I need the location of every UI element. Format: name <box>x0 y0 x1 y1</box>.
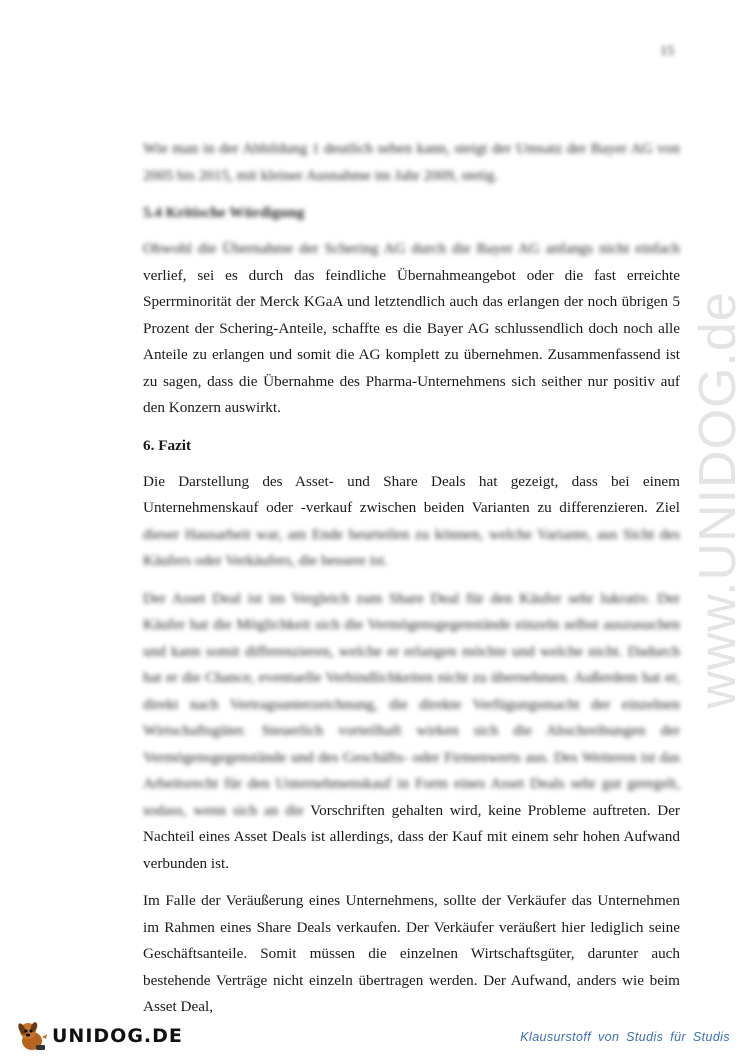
fazit-p2-text: Vorschriften gehalten wird, keine Probleme auftreten. Der Nachteil eines Asset Deals ist allerdings, dass der Kauf mit einem sehr hohen Aufwand verbunden ist. <box>143 801 680 872</box>
fazit-paragraph-2 <box>143 586 680 878</box>
critical-review-paragraph <box>143 236 680 422</box>
fazit-paragraph-1 <box>143 469 680 575</box>
footer-tagline: Klausurstoff von Studis für Studis <box>520 1030 730 1044</box>
logo-text: UNIDOG.DE <box>52 1025 183 1047</box>
section-heading-5-4: 5.4 Kritische Würdigung <box>143 204 305 221</box>
intro-paragraph: Wie man in der Abbildung 1 deutlich sehen kann, steigt der Umsatz der Bayer AG von 2005 bis 2015, mit kleiner Ausnahme im Jahr 2009, stetig. <box>143 140 680 184</box>
page-number: 15 <box>660 44 674 59</box>
critical-review-text: verlief, sei es durch das feindliche Übernahmeangebot oder die fast erreichte Sperrminorität der Merck KGaA und letztendlich auch das erlangen der noch übrigen 5 Prozent der Schering-Anteile, schaffte es die Bayer AG schlussendlich doch noch alle Anteile zu erlangen und somit die AG komplett zu übernehmen. Zusammenfassend ist zu sagen, dass die Übernahme des Pharma-Unternehmens sich seither nur positiv auf den Konzern auswirkt. <box>143 266 680 416</box>
fazit-p1-text: Die Darstellung des Asset- und Share Deals hat gezeigt, dass bei einem Unternehmenskauf oder -verkauf zwischen beiden Varianten zu differenzieren. Ziel <box>143 472 680 516</box>
watermark-text: www.UNIDOG.de <box>689 291 747 709</box>
section-heading-6: 6. Fazit <box>143 436 192 454</box>
watermark <box>688 260 748 740</box>
document-body <box>143 136 680 1032</box>
critical-review-blurred-line: Obwohl die Übernahme der Schering AG durch die Bayer AG anfangs nicht einfach <box>143 240 680 257</box>
fazit-p1-blurred: dieser Hausarbeit war, am Ende beurteilen zu können, welche Variante, aus Sicht des Käufers oder Verkäufers, die bessere ist. <box>143 525 680 569</box>
unidog-logo[interactable] <box>14 1018 183 1054</box>
fazit-p2-blurred: Der Asset Deal ist im Vergleich zum Share Deal für den Käufer sehr lukrativ. Der Käufer hat die Möglichkeit sich die Vermögensgegenstände einzeln selbst auszusuchen und kann somit differenzieren, welche er erlangen möchte und welche nicht. Dadurch hat er die Chance, eventuelle Verbindlichkeiten nicht zu übernehmen. Außerdem hat er, direkt nach Vertragsunterzeichnung, die direkte Verfügungsmacht der einzelnen Wirtschaftsgüter. Steuerlich vorteilhaft wirken sich die Abschreibungen der Vermögensgegenstände und des Geschäfts- oder Firmenwerts aus. Des Weiteren ist das Arbeitsrecht für den Unternehmenskauf in Form eines Asset Deals sehr gut geregelt, sodass, wenn sich an die <box>143 589 680 819</box>
fazit-paragraph-3: Im Falle der Veräußerung eines Unternehmens, sollte der Verkäufer das Unternehmen im Rahmen eines Share Deals verkaufen. Der Verkäufer veräußert hier lediglich seine Geschäftsanteile. Somit müssen die einzelnen Wirtschaftsgüter, darunter auch bestehende Verträge nicht einzeln übertragen werden. Der Aufwand, anders wie beim Asset Deal, <box>143 892 680 1015</box>
dog-mascot-icon <box>14 1019 50 1053</box>
